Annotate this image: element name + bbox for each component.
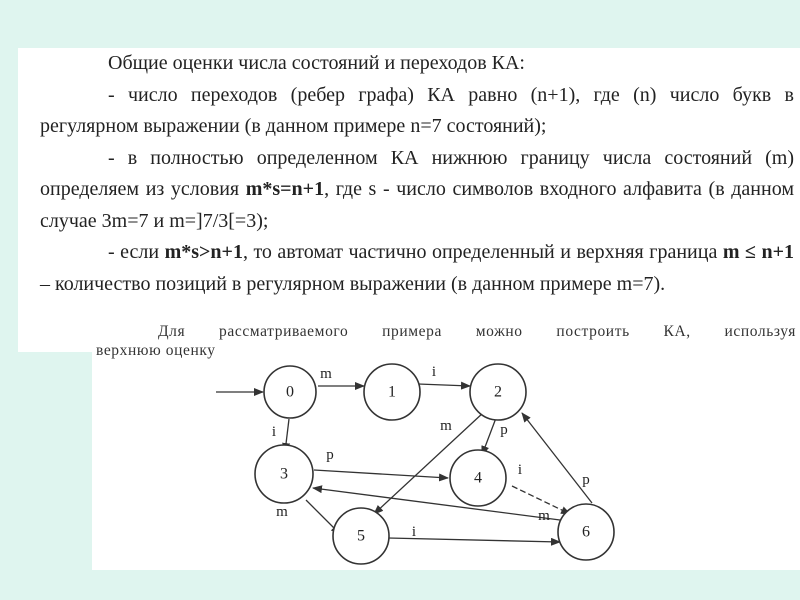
state-6 [558,504,614,560]
edge-2-4 [482,418,496,455]
state-2 [470,364,526,420]
state-diagram [92,358,800,570]
edge-label-2-4: p [500,422,508,438]
text-block [18,48,800,300]
edge-label-4-6: i [517,462,523,478]
edge-3-4 [314,470,448,478]
state-4 [450,450,506,506]
edge-label-6-2: p [582,472,590,488]
upper-bound-text-2: , то автомат частично определенный и верхняя граница [242,241,723,263]
edge-label-0-3: i [271,424,277,440]
state-label-3: 3 [280,465,288,483]
paragraph-transitions [18,80,800,143]
paragraph-upper-bound [18,237,800,300]
state-label-2: 2 [494,383,502,401]
edge-label-1-2: i [431,364,437,380]
state-1 [364,364,420,420]
edge-label-0-1: m [320,366,332,382]
diagram-caption [96,322,796,360]
edge-label-6-3: m [538,508,550,524]
edge-label-5-6: i [411,524,417,540]
lower-bound-text-2: , где s - число символов входного алфавита (в данном случае 3m=7 и m=]7/3[=3); [40,178,794,232]
state-label-4: 4 [474,469,482,487]
edge-label-3-4: p [326,447,334,463]
state-label-5: 5 [357,527,365,545]
upper-bound-condition: m*s>n+1 [164,241,243,263]
state-label-6: 6 [582,523,590,541]
bottom-margin-strip [18,570,800,600]
state-5 [333,508,389,564]
lower-bound-formula: m*s=n+1 [245,178,325,200]
lower-bound-text-1: - в полностью определенном КА нижнюю границу числа состояний (m) определяем из условия [40,146,794,200]
transitions-text: - число переходов (ребер графа) КА равно (n+1), где (n) число букв в регулярном выражении (в данном примере n=7 состояний); [40,83,794,137]
state-3 [255,445,313,503]
state-label-0: 0 [286,383,294,401]
paragraph-lower-bound [18,143,800,238]
edge-label-3-5: m [276,504,288,520]
edge-label-2-5: m [440,418,452,434]
state-0 [264,366,316,418]
caption-line-1: Для рассматриваемого примера можно построить КА, используя [158,323,796,340]
upper-bound-formula: m ≤ n+1 [722,241,794,263]
upper-bound-text-1: - если [108,241,165,263]
edge-6-2 [522,413,592,503]
state-label-1: 1 [388,383,396,401]
upper-bound-text-3: – количество позиций в регулярном выражении (в данном примере m=7). [40,272,666,295]
paragraph-heading: Общие оценки числа состояний и переходов КА: [108,52,525,74]
edge-1-2 [418,384,470,386]
left-margin-strip [18,352,92,600]
caption-line-2: верхнюю оценку [96,342,216,359]
